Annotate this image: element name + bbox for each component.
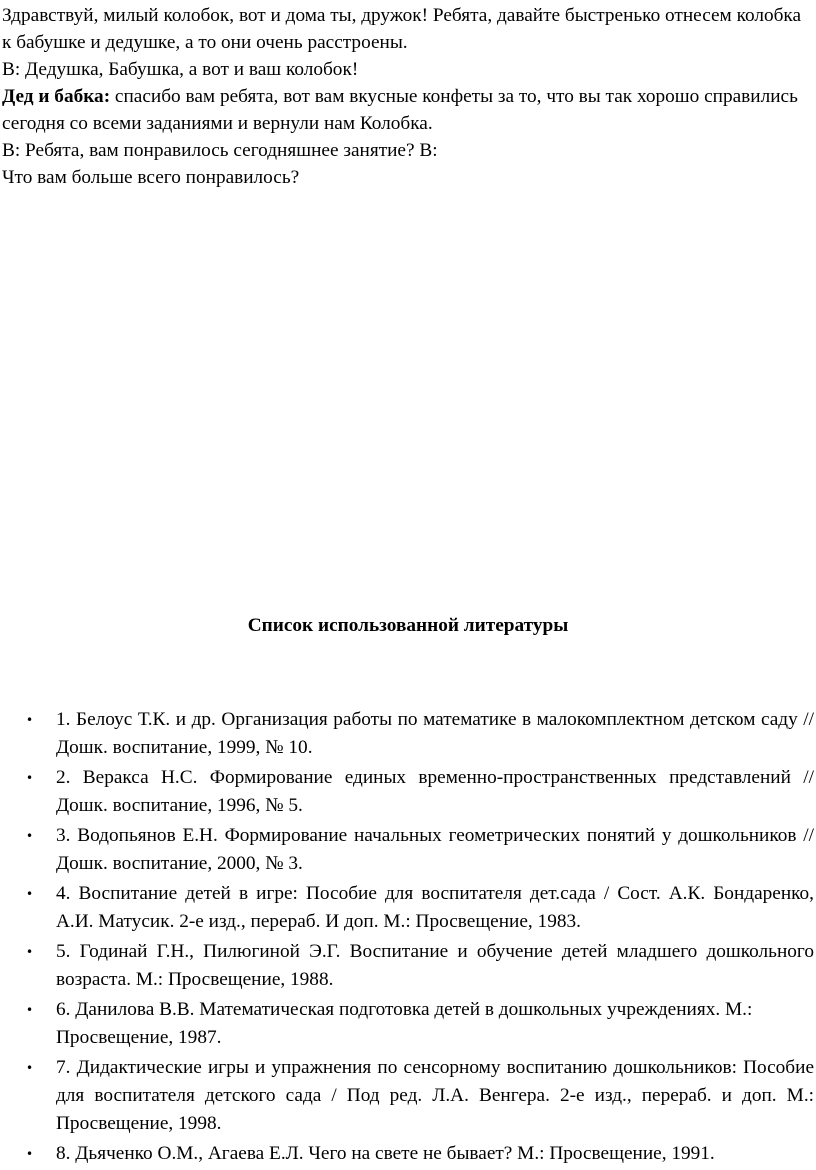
bullet-icon: • xyxy=(26,945,34,959)
intro-paragraph-4: В: Ребята, вам понравилось сегодняшнее занятие? В: xyxy=(2,140,438,161)
bullet-icon: • xyxy=(26,1061,34,1075)
reference-text: 8. Дьяченко О.М., Агаева Е.Л. Чего на свете не бывает? М.: Просвещение, 1991. xyxy=(56,1143,715,1164)
intro-paragraph-5: Что вам больше всего понравилось? xyxy=(2,167,300,188)
speaker-label: Дед и бабка: xyxy=(2,86,111,107)
list-item xyxy=(0,1054,816,1138)
list-item xyxy=(0,706,816,762)
intro-text xyxy=(2,2,814,191)
bullet-icon: • xyxy=(26,771,34,785)
references-list xyxy=(0,706,816,1170)
reference-text: 2. Веракса Н.С. Формирование единых временно-пространственных представлений // Дошк. воспитание, 1996, № 5. xyxy=(56,767,814,816)
reference-text: 5. Годинай Г.Н., Пилюгиной Э.Г. Воспитание и обучение детей младшего дошкольного возраста. М.: Просвещение, 1988. xyxy=(56,941,814,990)
reference-text: 7. Дидактические игры и упражнения по сенсорному воспитанию дошкольников: Пособие для воспитателя детского сада / Под ред. Л.А. Венгера. 2-е изд., перераб. и доп. М.: Просвещение, 1998. xyxy=(56,1057,814,1134)
list-item xyxy=(0,764,816,820)
reference-text: 3. Водопьянов Е.Н. Формирование начальных геометрических понятий у дошкольников // Дошк. воспитание, 2000, № 3. xyxy=(56,825,814,874)
reference-text: 6. Данилова В.В. Математическая подготовка детей в дошкольных учреждениях. М.: Просвещение, 1987. xyxy=(56,999,753,1048)
intro-paragraph-2: В: Дедушка, Бабушка, а вот и ваш колобок! xyxy=(2,59,359,80)
list-item xyxy=(0,880,816,936)
list-item xyxy=(0,996,816,1052)
bullet-icon: • xyxy=(26,887,34,901)
speaker-line: спасибо вам ребята, вот вам вкусные конфеты за то, что вы так хорошо справились сегодня со всеми заданиями и вернули нам Колобка. xyxy=(2,86,798,134)
reference-text: 1. Белоус Т.К. и др. Организация работы по математике в малокомплектном детском саду // Дошк. воспитание, 1999, № 10. xyxy=(56,709,814,758)
list-item xyxy=(0,1140,816,1168)
bullet-icon: • xyxy=(26,1147,34,1161)
bullet-icon: • xyxy=(26,1003,34,1017)
references-heading: Список использованной литературы xyxy=(247,615,569,636)
list-item xyxy=(0,938,816,994)
intro-paragraph-3 xyxy=(2,83,814,137)
bullet-icon: • xyxy=(26,829,34,843)
list-item xyxy=(0,822,816,878)
intro-paragraph-1: Здравствуй, милый колобок, вот и дома ты, дружок! Ребята, давайте быстренько отнесем колобка к бабушке и дедушке, а то они очень расстроены. xyxy=(2,5,802,53)
reference-text: 4. Воспитание детей в игре: Пособие для воспитателя дет.сада / Сост. А.К. Бондаренко, А.И. Матусик. 2-е изд., перераб. И доп. М.: Просвещение, 1983. xyxy=(56,883,814,932)
bullet-icon: • xyxy=(26,713,34,727)
